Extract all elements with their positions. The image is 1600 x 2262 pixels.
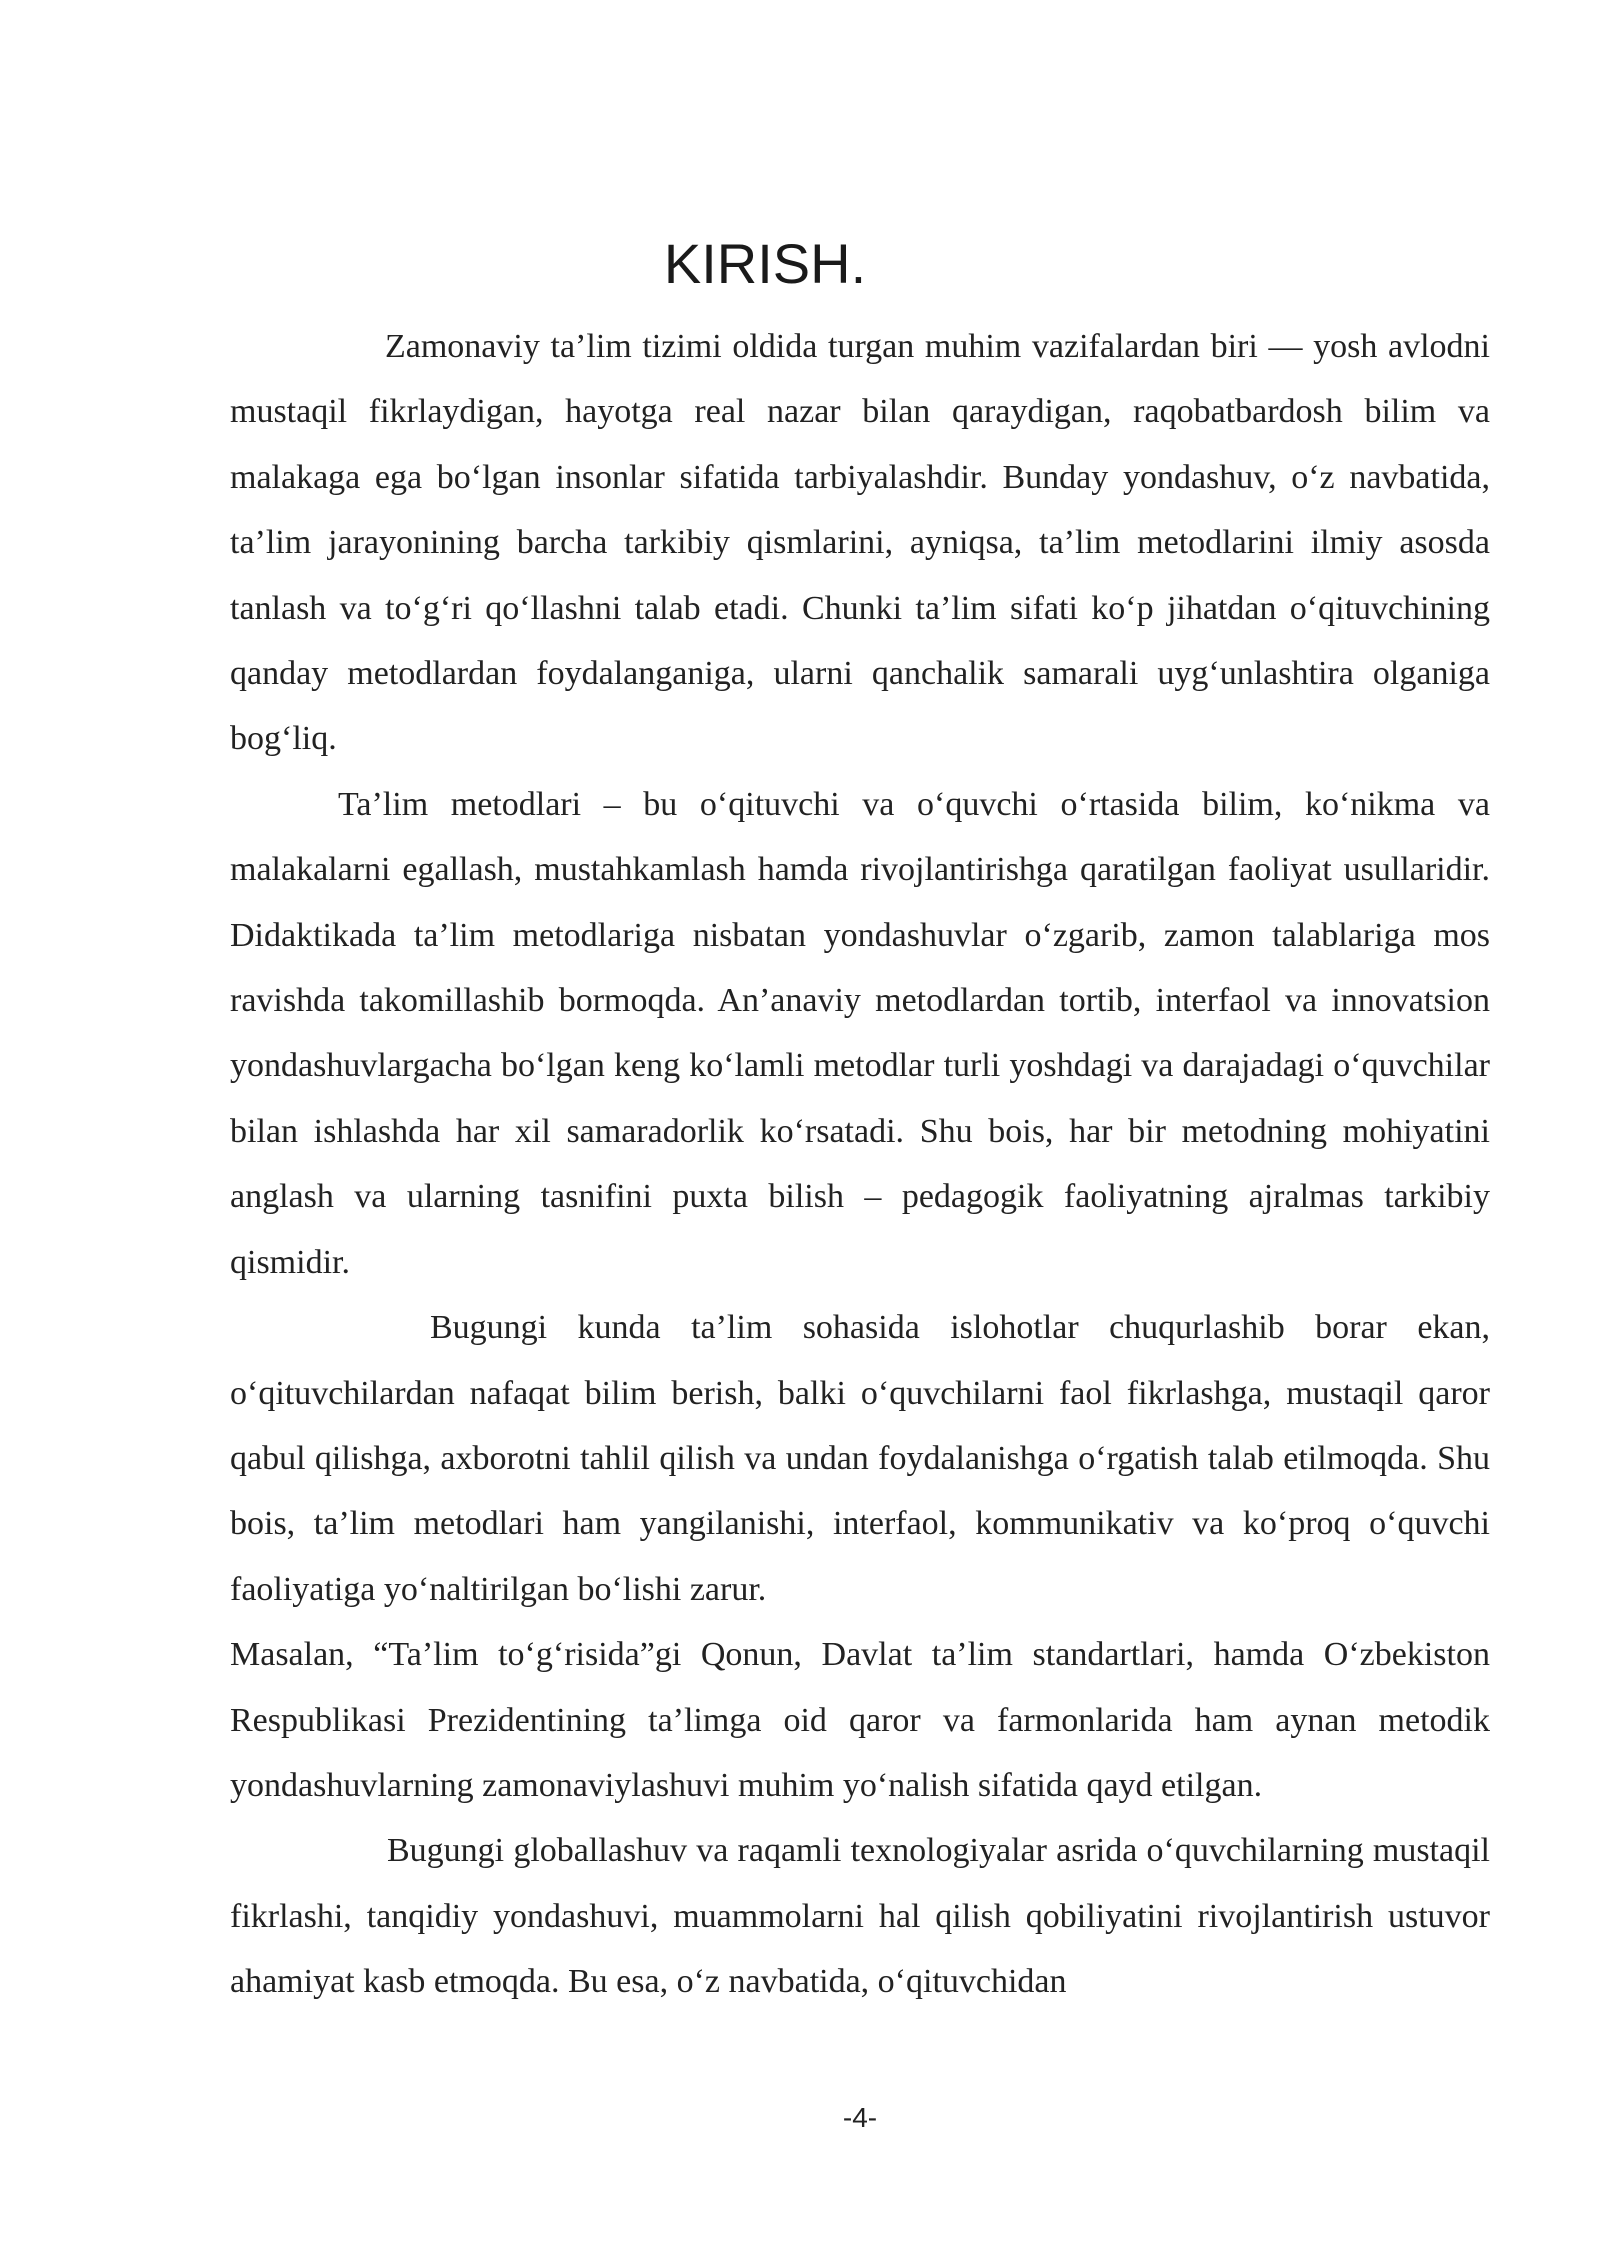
paragraph-1: Zamonaviy ta’lim tizimi oldida turgan muhim vazifalardan biri — yosh avlodni mustaqil fikrlaydigan, hayotga real nazar bilan qaraydigan, raqobatbardosh bilim va malakaga ega bo‘lgan insonlar sifatida tarbiyalashdir. Bunday yondashuv, o‘z navbatida, ta’lim jarayonining barcha tarkibiy qismlarini, ayniqsa, ta’lim metodlarini ilmiy asosda tanlash va to‘g‘ri qo‘llashni talab etadi. Chunki ta’lim sifati ko‘p jihatdan o‘qituvchining qanday metodlardan foydalanganiga, ularni qanchalik samarali uyg‘unlashtira olganiga bog‘liq.: [230, 328, 1490, 758]
paragraph-5: Bugungi globallashuv va raqamli texnologiyalar asrida o‘quvchilarning mustaqil fikrlashi, tanqidiy yondashuvi, muammolarni hal qilish qobiliyatini rivojlantirish ustuvor ahamiyat kasb etmoqda. Bu esa, o‘z navbatida, o‘qituvchidan: [230, 1832, 1490, 2001]
page-number: -4-: [842, 2102, 878, 2133]
page-title: KIRISH.: [663, 232, 867, 295]
paragraph-2: Ta’lim metodlari – bu o‘qituvchi va o‘quvchi o‘rtasida bilim, ko‘nikma va malakalarni egallash, mustahkamlash hamda rivojlantirishga qaratilgan faoliyat usullaridir. Didaktikada ta’lim metodlariga nisbatan yondashuvlar o‘zgarib, zamon talablariga mos ravishda takomillashib bormoqda. An’anaviy metodlardan tortib, interfaol va innovatsion yondashuvlargacha bo‘lgan keng ko‘lamli metodlar turli yoshdagi va darajadagi o‘quvchilar bilan ishlashda har xil samaradorlik ko‘rsatadi. Shu bois, har bir metodning mohiyatini anglash va ularning tasnifini puxta bilish – pedagogik faoliyatning ajralmas tarkibiy qismidir.: [230, 785, 1490, 1281]
paragraph-3: Bugungi kunda ta’lim sohasida islohotlar chuqurlashib borar ekan, o‘qituvchilardan nafaqat bilim berish, balki o‘quvchilarni faol fikrlashga, mustaqil qaror qabul qilishga, axborotni tahlil qilish va undan foydalanishga o‘rgatish talab etilmoqda. Shu bois, ta’lim metodlari ham yangilanishi, interfaol, kommunikativ va ko‘proq o‘quvchi faoliyatiga yo‘naltirilgan bo‘lishi zarur.: [230, 1309, 1490, 1608]
paragraph-4: Masalan, “Ta’lim to‘g‘risida”gi Qonun, Davlat ta’lim standartlari, hamda O‘zbekiston Respublikasi Prezidentining ta’limga oid qaror va farmonlarida ham aynan metodik yondashuvlarning zamonaviylashuvi muhim yo‘nalish sifatida qayd etilgan.: [230, 1636, 1490, 1804]
document-body: [230, 314, 1490, 2015]
